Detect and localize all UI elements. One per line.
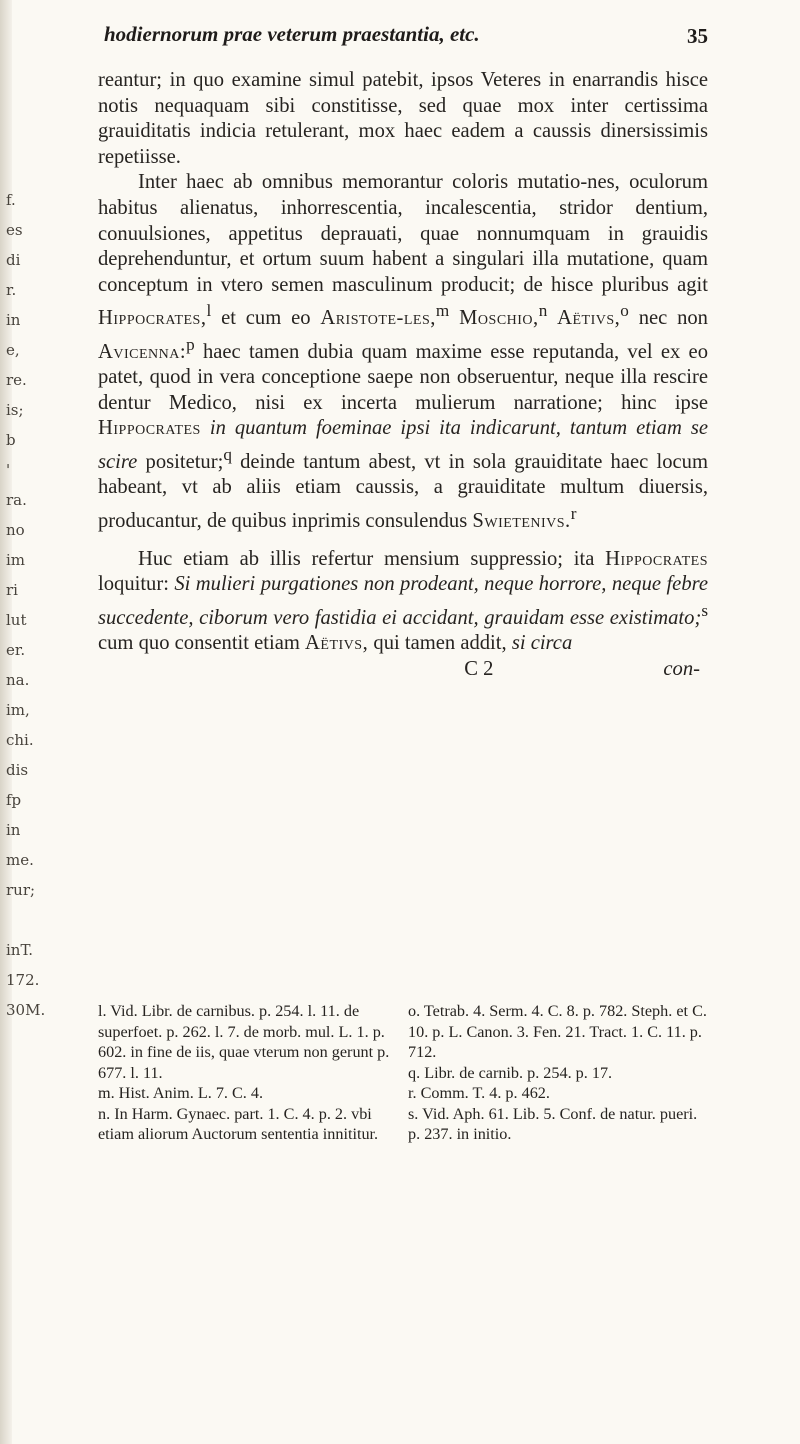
footnotes-right xyxy=(408,1001,708,1145)
margin-fragment: re. xyxy=(6,371,27,389)
margin-fragment: ri xyxy=(6,581,18,599)
margin-fragment: f. xyxy=(6,191,16,209)
margin-fragment xyxy=(6,905,44,935)
page-header xyxy=(98,22,708,68)
paragraph-3: Huc etiam ab illis refertur mensium suppressio; ita Hippocrates loquitur: Si mulieri purgationes non prodeant, neque horrore, neque febre succedente, ciborum vero fastidia ei accidant, grauidam esse existimato;$^s$ cum quo consentit etiam Aëtivs, qui tamen addit, si circa xyxy=(98,547,709,655)
margin-fragment xyxy=(6,155,44,185)
margin-fragment: er. xyxy=(6,641,26,659)
facing-page-margin xyxy=(6,95,44,1025)
margin-fragment: r. xyxy=(6,281,17,299)
margin-fragment xyxy=(6,125,44,155)
margin-fragment: me. xyxy=(6,851,34,869)
page-number: 35 xyxy=(687,24,708,48)
margin-fragment: is; xyxy=(6,401,24,419)
margin-fragment: rur; xyxy=(6,881,36,899)
margin-fragment: es xyxy=(6,221,23,239)
running-title: hodiernorum prae veterum praestantia, etc. xyxy=(104,22,480,46)
paragraph-1: reantur; in quo examine simul patebit, ipsos Veteres in enarrandis hisce notis nequaquam sibi constitisse, sed quae mox inter certissima grauiditatis indicia retulerant, mox haec eadem a caussis dinersissimis repetiisse. xyxy=(98,69,708,168)
margin-fragment: ' xyxy=(6,461,11,479)
catchword-line xyxy=(98,657,708,683)
footnote-n: n. In Harm. Gynaec. part. 1. C. 4. p. 2. vbi etiam aliorum Auctorum sententia innititur. xyxy=(98,1104,379,1143)
footnote-l: l. Vid. Libr. de carnibus. p. 254. l. 11. de superfoet. p. 262. l. 7. de morb. mul. L. 1. p. 602. in fine de iis, quae vterum non gerunt p. 677. l. 11. xyxy=(98,1002,390,1082)
footnote-q: q. Libr. de carnib. p. 254. p. 17. xyxy=(408,1063,613,1082)
margin-fragment: chi. xyxy=(6,731,34,749)
margin-fragment: im xyxy=(6,551,26,569)
margin-fragment: inT. xyxy=(6,941,34,959)
margin-fragment: im, xyxy=(6,701,30,719)
body-text xyxy=(98,68,708,682)
margin-fragment: lut xyxy=(6,611,27,629)
margin-fragment: b xyxy=(6,431,16,449)
paragraph-2: Inter haec ab omnibus memorantur coloris mutatio-nes, oculorum habitus alienatus, inhorrescentia, incalescentia, stridor dentium, conuulsiones, appetitus deprauati, quae nonnumquam in grauidis deprehenduntur, et ortum suum habent a singulari illa mutatione, quam conceptum in vtero semen masculinum producit; de hisce pluribus agit Hippocrates,$^l$ et cum eo Aristote-les,$^m$ Moschio,$^n$ Aëtivs,$^o$ nec non Avicenna:$^p$ haec tamen dubia quam maxime esse reputanda, vel ex eo patet, quod in vera conceptione saepe non obseruentur, neque illa rescire dentur Medico, nisi ex incerta mulierum narratione; hinc ipse Hippocrates in quantum foeminae ipsi ita indicarunt, tantum etiam se scire positetur;$^q$ deinde tantum abest, vt in sola grauiditate haec locum habeant, vt ab aliis etiam caussis, a grauiditate multum diuersis, producantur, de quibus inprimis consulendus Swietenivs.$^r$ xyxy=(98,171,708,532)
margin-fragment: e, xyxy=(6,341,20,359)
margin-fragment: in xyxy=(6,821,21,839)
footnote-r: r. Comm. T. 4. p. 462. xyxy=(408,1084,550,1102)
margin-fragment: na. xyxy=(6,671,30,689)
margin-fragment: no xyxy=(6,521,25,539)
margin-fragment: 30M. xyxy=(6,1001,46,1019)
margin-fragment xyxy=(6,95,44,125)
footnote-o: o. Tetrab. 4. Serm. 4. C. 8. p. 782. Steph. et C. 10. p. L. Canon. 3. Fen. 21. Tract. 1. C. 11. p. 712. xyxy=(408,1002,707,1061)
margin-fragment: dis xyxy=(6,761,29,779)
margin-fragment: in xyxy=(6,311,21,329)
margin-fragment: 172. xyxy=(6,971,40,989)
margin-fragment: ra. xyxy=(6,491,27,509)
footnote-s: s. Vid. Aph. 61. Lib. 5. Conf. de natur. pueri. p. 237. in initio. xyxy=(408,1104,698,1143)
footnotes xyxy=(98,1001,708,1145)
signature-mark: C 2 xyxy=(464,657,494,680)
page xyxy=(98,22,708,682)
margin-fragment: di xyxy=(6,251,21,269)
catchword: con- xyxy=(663,657,700,680)
footnote-m: m. Hist. Anim. L. 7. C. 4. xyxy=(98,1084,264,1102)
footnotes-left xyxy=(98,1001,398,1145)
margin-fragment: fp xyxy=(6,791,22,809)
